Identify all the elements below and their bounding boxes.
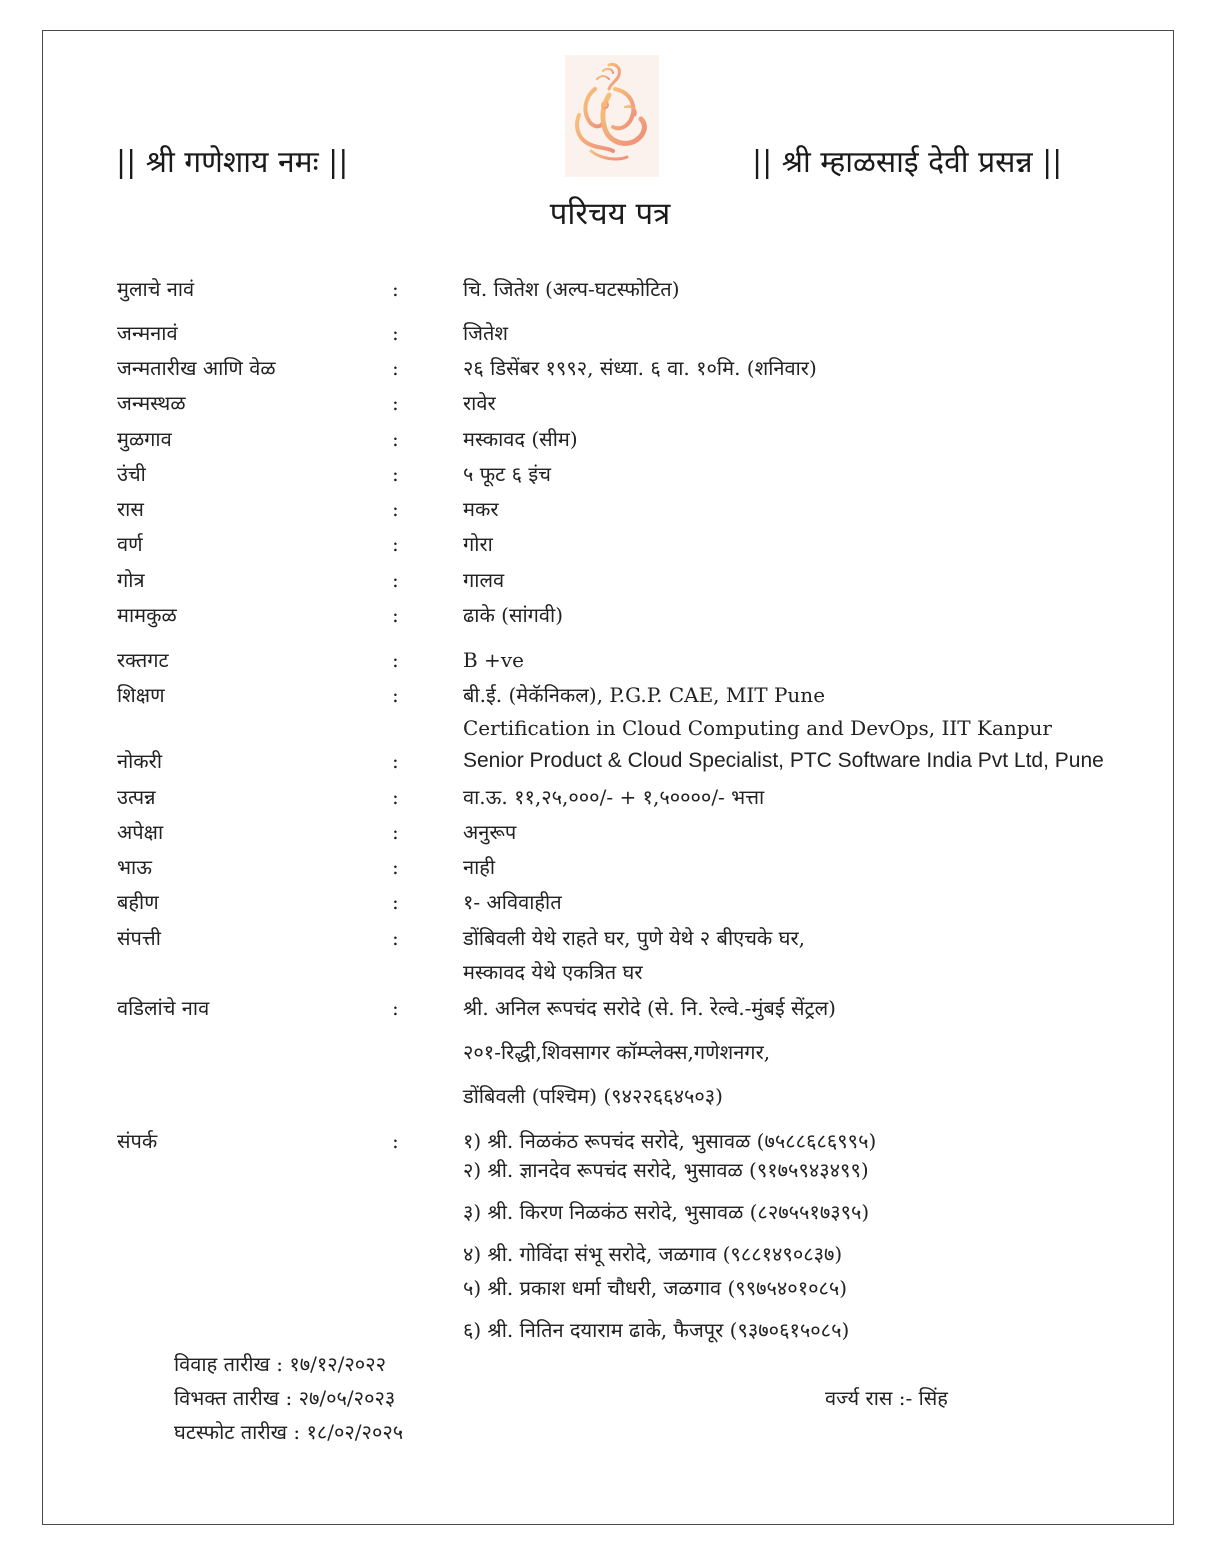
page-title: परिचय पत्र [549, 196, 671, 232]
detail-label: रास [117, 497, 144, 521]
detail-label: भाऊ [117, 855, 152, 879]
avoid-rashi: वर्ज्य रास :- सिंह [825, 1386, 948, 1410]
marriage-date: विवाह तारीख : १७/१२/२०२२ [174, 1352, 387, 1376]
detail-value: मस्कावद (सीम) [463, 427, 578, 451]
detail-row [0, 496, 1220, 522]
contact-line: २) श्री. ज्ञानदेव रूपचंद सरोदे, भुसावळ (९१७५९४३४९९) [463, 1158, 869, 1182]
detail-label: उत्पन्न [117, 785, 156, 809]
detail-label: शिक्षण [117, 683, 165, 707]
detail-colon: : [392, 427, 399, 451]
detail-colon: : [392, 356, 399, 380]
education-extra: Certification in Cloud Computing and DevOps, IIT Kanpur [463, 716, 1052, 740]
detail-colon: : [392, 926, 399, 950]
detail-label: मुलाचे नावं [117, 277, 195, 301]
contact-label: संपर्क [117, 1129, 158, 1153]
detail-value: १- अविवाहीत [463, 890, 562, 914]
detail-row [0, 995, 1220, 1021]
detail-row [0, 531, 1220, 557]
detail-colon: : [392, 603, 399, 627]
detail-colon: : [392, 820, 399, 844]
detail-label: वडिलांचे नाव [117, 996, 210, 1020]
detail-value: गोरा [463, 532, 493, 556]
divorce-date: घटस्फोट तारीख : १८/०२/२०२५ [174, 1420, 404, 1444]
detail-value: गालव [463, 568, 505, 592]
detail-value: जितेश [463, 321, 509, 345]
detail-colon: : [392, 277, 399, 301]
detail-colon: : [392, 785, 399, 809]
detail-value: नाही [463, 855, 496, 879]
detail-value: चि. जितेश (अल्प-घटस्फोटित) [463, 277, 680, 301]
detail-colon: : [392, 683, 399, 707]
separation-date: विभक्त तारीख : २७/०५/२०२३ [174, 1386, 396, 1410]
mhalsai-invocation: || श्री म्हाळसाई देवी प्रसन्न || [752, 145, 1063, 180]
detail-value: ५ फूट ६ इंच [463, 462, 551, 486]
detail-row [0, 925, 1220, 951]
detail-label: उंची [117, 462, 146, 486]
detail-row [0, 426, 1220, 452]
ganesha-icon [565, 55, 659, 177]
detail-row [0, 784, 1220, 810]
detail-label: मुळगाव [117, 427, 172, 451]
detail-row [0, 355, 1220, 381]
detail-colon: : [392, 321, 399, 345]
detail-colon: : [392, 497, 399, 521]
detail-value: श्री. अनिल रूपचंद सरोदे (से. नि. रेल्वे.-मुंबई सेंट्रल) [463, 996, 836, 1020]
detail-label: संपत्ती [117, 926, 161, 950]
detail-value: Senior Product & Cloud Specialist, PTC Software India Pvt Ltd, Pune [463, 749, 1104, 772]
detail-value: मकर [463, 497, 499, 521]
detail-row [0, 854, 1220, 880]
detail-colon: : [392, 890, 399, 914]
ganesh-invocation: || श्री गणेशाय नमः || [116, 145, 349, 180]
detail-row [0, 276, 1220, 302]
detail-value: बी.ई. (मेकॅनिकल), P.G.P. CAE, MIT Pune [463, 683, 826, 707]
detail-label: जन्मस्थळ [117, 391, 186, 415]
detail-row [0, 819, 1220, 845]
detail-value: २६ डिसेंबर १९९२, संध्या. ६ वा. १०मि. (शनिवार) [463, 356, 817, 380]
detail-row [0, 889, 1220, 915]
detail-colon: : [392, 855, 399, 879]
detail-label: रक्तगट [117, 648, 169, 672]
detail-value: वा.ऊ. ११,२५,०००/- + १,५००००/- भत्ता [463, 785, 765, 809]
detail-colon: : [392, 996, 399, 1020]
detail-row [0, 390, 1220, 416]
detail-row [0, 461, 1220, 487]
detail-label: जन्मतारीख आणि वेळ [117, 356, 276, 380]
detail-row [0, 567, 1220, 593]
detail-label: नोकरी [117, 749, 162, 773]
detail-row [0, 682, 1220, 708]
ganesha-logo [565, 55, 659, 177]
detail-colon: : [392, 568, 399, 592]
contact-line: ३) श्री. किरण निळकंठ सरोदे, भुसावळ (८२७५५१७३९५) [463, 1200, 870, 1224]
detail-colon: : [392, 532, 399, 556]
detail-label: जन्मनावं [117, 321, 178, 345]
detail-colon: : [392, 648, 399, 672]
detail-colon: : [392, 391, 399, 415]
contact-line: ५) श्री. प्रकाश धर्मा चौधरी, जळगाव (९९७५४०१०८५) [463, 1276, 848, 1300]
detail-value: डोंबिवली येथे राहते घर, पुणे येथे २ बीएचके घर, [463, 926, 805, 950]
contact-line: १) श्री. निळकंठ रूपचंद सरोदे, भुसावळ (७५८८६८६९९५) [463, 1129, 877, 1153]
contact-colon: : [392, 1129, 399, 1153]
detail-label: वर्ण [117, 532, 143, 556]
contact-row [0, 1128, 1220, 1154]
detail-colon: : [392, 749, 399, 773]
detail-row [0, 647, 1220, 673]
contact-line: ४) श्री. गोविंदा संभू सरोदे, जळगाव (९८८१४९०८३७) [463, 1242, 843, 1266]
detail-label: अपेक्षा [117, 820, 164, 844]
detail-value: ढाके (सांगवी) [463, 603, 564, 627]
detail-row [0, 320, 1220, 346]
detail-value: अनुरूप [463, 820, 517, 844]
detail-value: B +ve [463, 648, 524, 672]
detail-value: रावेर [463, 391, 496, 415]
detail-label: बहीण [117, 890, 159, 914]
father-address-line1: २०१-रिद्धी,शिवसागर कॉम्प्लेक्स,गणेशनगर, [463, 1040, 771, 1064]
detail-label: गोत्र [117, 568, 145, 592]
detail-row [0, 602, 1220, 628]
detail-label: मामकुळ [117, 603, 177, 627]
detail-row [0, 748, 1220, 774]
property-extra: मस्कावद येथे एकत्रित घर [463, 960, 643, 984]
detail-colon: : [392, 462, 399, 486]
contact-line: ६) श्री. नितिन दयाराम ढाके, फैजपूर (९३७०६१५०८५) [463, 1318, 850, 1342]
father-address-line2: डोंबिवली (पश्चिम) (९४२२६६४५०३) [463, 1084, 723, 1108]
